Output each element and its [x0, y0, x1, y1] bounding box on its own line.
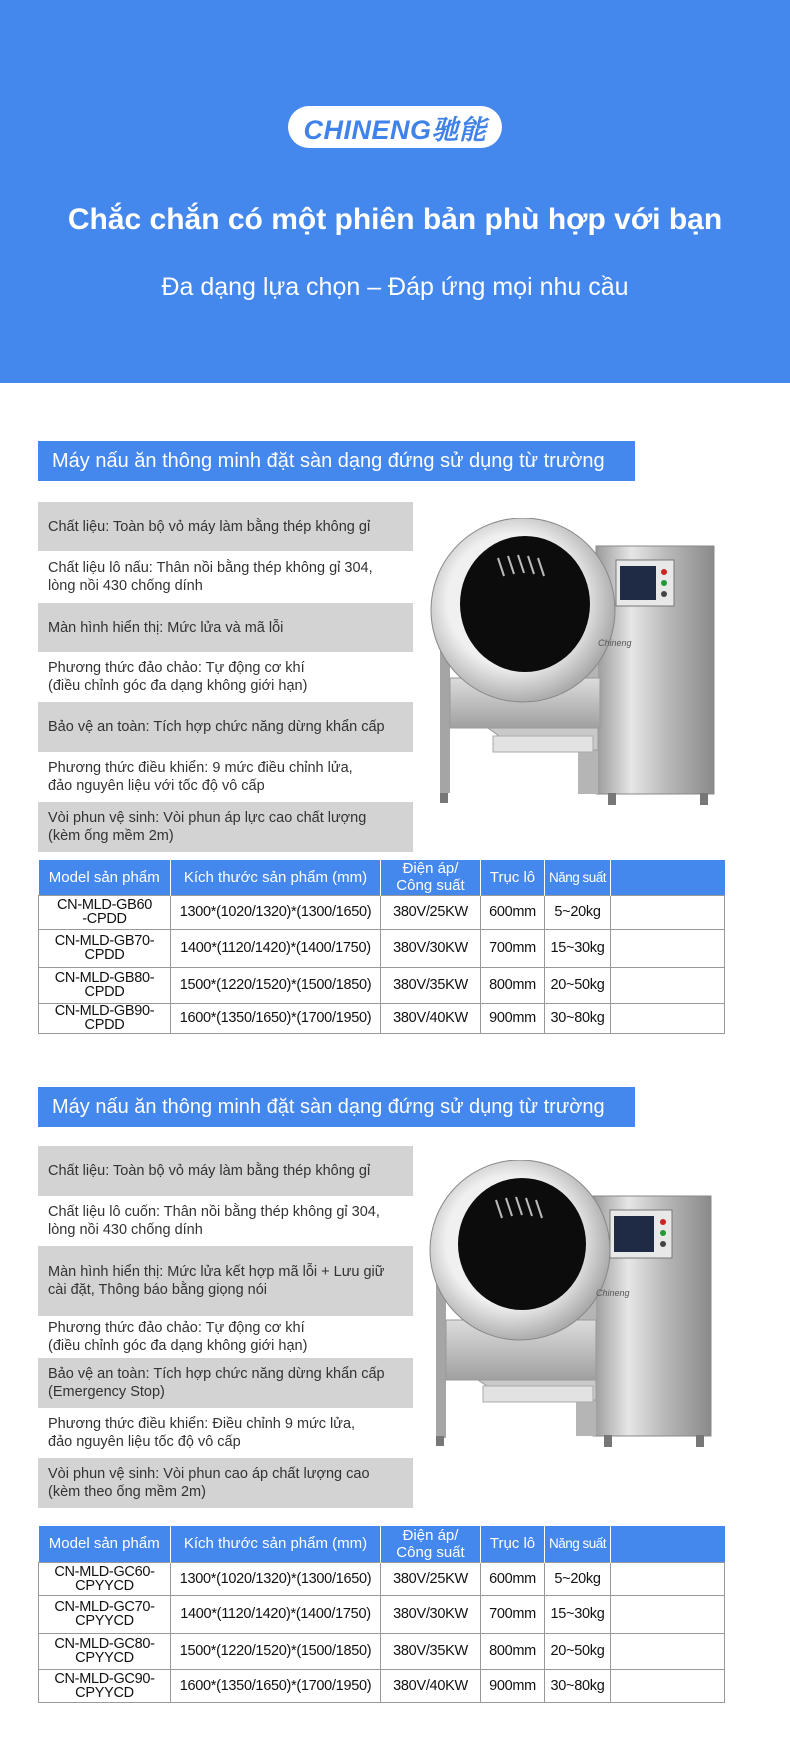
table-header-cell: Năng suất	[545, 860, 611, 895]
spec-table	[38, 860, 725, 1034]
table-row	[39, 1669, 725, 1702]
table-header-cell: Điện áp/ Công suất	[381, 860, 481, 895]
size-cell: 1400*(1120/1420)*(1400/1750)	[171, 1595, 381, 1633]
feature-line: Phương thức điều khiển: 9 mức điều chỉnh lửa,	[48, 760, 353, 776]
feature-line: Chất liệu lô nấu: Thân nồi bằng thép không gỉ 304,	[48, 560, 373, 576]
svg-text:Chineng: Chineng	[596, 1288, 630, 1298]
feature-line: Màn hình hiển thị: Mức lửa kết hợp mã lỗi + Lưu giữ	[48, 1264, 385, 1280]
empty-cell	[611, 1669, 725, 1702]
power-cell: 380V/25KW	[381, 895, 481, 929]
section2-feature	[38, 1408, 413, 1458]
logo-text: CHINENG驰能	[303, 114, 487, 145]
feature-line: (Emergency Stop)	[48, 1384, 165, 1400]
model-cell: CN-MLD-GC70- CPYYCD	[39, 1595, 171, 1633]
shaft-cell: 600mm	[481, 1562, 545, 1595]
feature-line: Bảo vệ an toàn: Tích hợp chức năng dừng khẩn cấp	[48, 1366, 385, 1382]
table-header-cell: Model sản phẩm	[39, 860, 171, 895]
empty-cell	[611, 1633, 725, 1669]
brand-logo	[288, 106, 502, 148]
model-cell: CN-MLD-GB90- CPDD	[39, 1003, 171, 1033]
section2-title: Máy nấu ăn thông minh đặt sàn dạng đứng sử dụng từ trường	[38, 1087, 635, 1127]
shaft-cell: 900mm	[481, 1669, 545, 1702]
empty-cell	[611, 929, 725, 967]
feature-line: đảo nguyên liệu với tốc độ vô cấp	[48, 778, 265, 794]
power-cell: 380V/25KW	[381, 1562, 481, 1595]
feature-line: Vòi phun vệ sinh: Vòi phun cao áp chất lượng cao	[48, 1466, 370, 1482]
shaft-cell: 900mm	[481, 1003, 545, 1033]
table-header-cell: Điện áp/ Công suất	[381, 1526, 481, 1562]
model-cell: CN-MLD-GC60- CPYYCD	[39, 1562, 171, 1595]
feature-line: lòng nồi 430 chống dính	[48, 578, 203, 594]
feature-line: (kèm ống mềm 2m)	[48, 828, 174, 844]
feature-line: Vòi phun vệ sinh: Vòi phun áp lực cao chất lượng	[48, 810, 367, 826]
capacity-cell: 30~80kg	[545, 1669, 611, 1702]
shaft-cell: 800mm	[481, 1633, 545, 1669]
feature-line: lòng nồi 430 chống dính	[48, 1222, 203, 1238]
empty-cell	[611, 895, 725, 929]
empty-cell	[611, 1562, 725, 1595]
table-header-row	[39, 1526, 725, 1562]
shaft-cell: 700mm	[481, 1595, 545, 1633]
section2-feature	[38, 1358, 413, 1408]
table-row	[39, 895, 725, 929]
empty-cell	[611, 1595, 725, 1633]
section1-feature	[38, 802, 413, 852]
power-cell: 380V/35KW	[381, 1633, 481, 1669]
model-cell: CN-MLD-GB80- CPDD	[39, 967, 171, 1003]
power-cell: 380V/30KW	[381, 1595, 481, 1633]
cooking-machine-image	[428, 1160, 738, 1455]
section1-feature	[38, 502, 413, 551]
feature-line: Chất liệu: Toàn bộ vỏ máy làm bằng thép không gỉ	[48, 1163, 371, 1179]
section1-feature	[38, 752, 413, 802]
table-row	[39, 1595, 725, 1633]
table-header-cell: Trục lô	[481, 1526, 545, 1562]
shaft-cell: 800mm	[481, 967, 545, 1003]
capacity-cell: 15~30kg	[545, 1595, 611, 1633]
feature-line: Phương thức điều khiển: Điều chỉnh 9 mức lửa,	[48, 1416, 356, 1432]
feature-line: Chất liệu: Toàn bộ vỏ máy làm bằng thép không gỉ	[48, 518, 371, 535]
feature-line: Chất liệu lô cuốn: Thân nồi bằng thép không gỉ 304,	[48, 1204, 380, 1220]
table-row	[39, 1633, 725, 1669]
table-header-cell: Kích thước sản phẩm (mm)	[171, 1526, 381, 1562]
capacity-cell: 20~50kg	[545, 967, 611, 1003]
capacity-cell: 5~20kg	[545, 1562, 611, 1595]
power-cell: 380V/30KW	[381, 929, 481, 967]
section2-feature	[38, 1316, 413, 1358]
capacity-cell: 20~50kg	[545, 1633, 611, 1669]
size-cell: 1600*(1350/1650)*(1700/1950)	[171, 1003, 381, 1033]
hero-banner	[0, 0, 790, 383]
svg-text:Chineng: Chineng	[598, 638, 632, 648]
model-cell: CN-MLD-GB60 -CPDD	[39, 895, 171, 929]
capacity-cell: 15~30kg	[545, 929, 611, 967]
empty-cell	[611, 1003, 725, 1033]
feature-line: Phương thức đảo chảo: Tự động cơ khí	[48, 660, 305, 676]
size-cell: 1300*(1020/1320)*(1300/1650)	[171, 895, 381, 929]
table-row	[39, 967, 725, 1003]
feature-line: (điều chỉnh góc đa dạng không giới hạn)	[48, 1338, 308, 1354]
section1-title: Máy nấu ăn thông minh đặt sàn dạng đứng sử dụng từ trường	[38, 441, 635, 481]
power-cell: 380V/35KW	[381, 967, 481, 1003]
feature-line: (kèm theo ống mềm 2m)	[48, 1484, 206, 1500]
table-row	[39, 929, 725, 967]
section1-feature	[38, 652, 413, 702]
feature-line: Bảo vệ an toàn: Tích hợp chức năng dừng khẩn cấp	[48, 719, 385, 735]
table-header-cell: Kích thước sản phẩm (mm)	[171, 860, 381, 895]
shaft-cell: 700mm	[481, 929, 545, 967]
section2-feature	[38, 1246, 413, 1316]
section1-feature	[38, 702, 413, 752]
feature-line: Màn hình hiển thị: Mức lửa và mã lỗi	[48, 619, 284, 636]
table-row	[39, 1003, 725, 1033]
table-row	[39, 1562, 725, 1595]
table-header-cell: Năng suất	[545, 1526, 611, 1562]
section2-feature	[38, 1196, 413, 1246]
table-header-cell	[611, 1526, 725, 1562]
feature-line: (điều chỉnh góc đa dạng không giới hạn)	[48, 678, 308, 694]
hero-subtitle: Đa dạng lựa chọn – Đáp ứng mọi nhu cầu	[161, 273, 629, 301]
table-header-cell: Model sản phẩm	[39, 1526, 171, 1562]
table-header-cell	[611, 860, 725, 895]
power-cell: 380V/40KW	[381, 1669, 481, 1702]
feature-line: Phương thức đảo chảo: Tự động cơ khí	[48, 1320, 305, 1336]
section1-feature	[38, 551, 413, 603]
table-header-cell: Trục lô	[481, 860, 545, 895]
section2-feature	[38, 1458, 413, 1508]
power-cell: 380V/40KW	[381, 1003, 481, 1033]
section2-feature	[38, 1146, 413, 1196]
section1-feature	[38, 603, 413, 652]
spec-table	[38, 1526, 725, 1703]
capacity-cell: 5~20kg	[545, 895, 611, 929]
feature-line: đảo nguyên liệu tốc độ vô cấp	[48, 1434, 241, 1450]
feature-line: cài đặt, Thông báo bằng giọng nói	[48, 1282, 268, 1298]
size-cell: 1600*(1350/1650)*(1700/1950)	[171, 1669, 381, 1702]
model-cell: CN-MLD-GB70- CPDD	[39, 929, 171, 967]
cooking-machine-image	[428, 518, 738, 813]
size-cell: 1500*(1220/1520)*(1500/1850)	[171, 967, 381, 1003]
model-cell: CN-MLD-GC80- CPYYCD	[39, 1633, 171, 1669]
hero-title: Chắc chắn có một phiên bản phù hợp với bạn	[67, 203, 723, 236]
size-cell: 1300*(1020/1320)*(1300/1650)	[171, 1562, 381, 1595]
size-cell: 1500*(1220/1520)*(1500/1850)	[171, 1633, 381, 1669]
model-cell: CN-MLD-GC90- CPYYCD	[39, 1669, 171, 1702]
capacity-cell: 30~80kg	[545, 1003, 611, 1033]
table-header-row	[39, 860, 725, 895]
empty-cell	[611, 967, 725, 1003]
size-cell: 1400*(1120/1420)*(1400/1750)	[171, 929, 381, 967]
shaft-cell: 600mm	[481, 895, 545, 929]
